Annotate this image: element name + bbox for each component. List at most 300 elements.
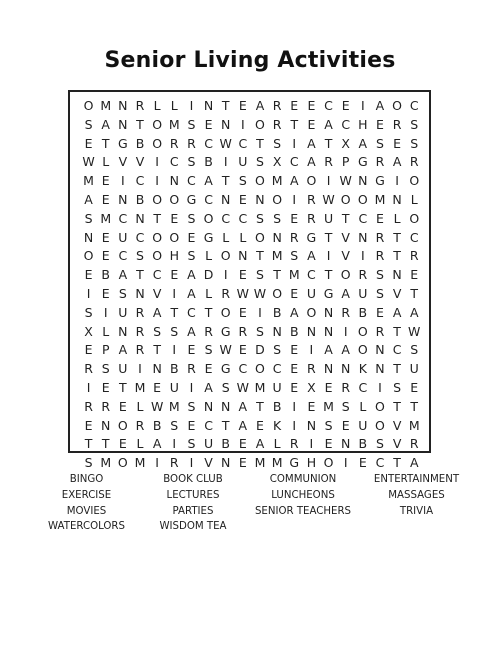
grid-letter[interactable]: E: [101, 191, 110, 207]
grid-letter[interactable]: R: [272, 98, 282, 113]
grid-letter[interactable]: T: [324, 229, 333, 245]
grid-letter[interactable]: O: [323, 455, 334, 471]
grid-letter[interactable]: C: [118, 210, 128, 226]
grid-letter[interactable]: C: [358, 379, 368, 395]
grid-letter[interactable]: E: [187, 229, 196, 245]
grid-letter[interactable]: M: [271, 173, 283, 189]
grid-letter[interactable]: E: [187, 417, 196, 433]
grid-letter[interactable]: M: [100, 98, 112, 113]
grid-letter[interactable]: G: [375, 173, 385, 189]
grid-letter[interactable]: I: [309, 342, 314, 358]
grid-letter[interactable]: I: [360, 248, 365, 264]
grid-letter[interactable]: B: [135, 135, 145, 151]
grid-letter[interactable]: R: [307, 210, 316, 226]
grid-letter[interactable]: I: [240, 116, 245, 132]
grid-letter[interactable]: O: [152, 116, 163, 132]
grid-letter[interactable]: N: [392, 191, 402, 207]
grid-letter[interactable]: S: [324, 417, 333, 433]
grid-letter[interactable]: S: [221, 379, 230, 395]
grid-letter[interactable]: T: [410, 285, 419, 301]
grid-letter[interactable]: E: [170, 267, 179, 283]
grid-letter[interactable]: T: [136, 267, 144, 283]
grid-letter[interactable]: E: [324, 379, 333, 395]
grid-letter[interactable]: N: [238, 248, 248, 264]
grid-letter[interactable]: G: [220, 323, 231, 339]
grid-letter[interactable]: O: [255, 173, 265, 189]
grid-letter[interactable]: E: [84, 342, 93, 358]
grid-letter[interactable]: X: [84, 323, 93, 339]
grid-letter[interactable]: N: [341, 436, 351, 452]
grid-letter[interactable]: O: [272, 191, 283, 207]
grid-letter[interactable]: I: [155, 455, 159, 471]
grid-letter[interactable]: O: [357, 342, 368, 358]
grid-letter[interactable]: A: [289, 304, 299, 320]
grid-letter[interactable]: N: [221, 116, 231, 132]
grid-letter[interactable]: N: [101, 417, 111, 433]
grid-letter[interactable]: S: [256, 210, 264, 226]
grid-letter[interactable]: R: [135, 342, 145, 358]
grid-letter[interactable]: N: [358, 173, 368, 189]
grid-letter[interactable]: A: [358, 135, 368, 151]
grid-letter[interactable]: H: [358, 116, 368, 132]
grid-letter[interactable]: V: [204, 455, 213, 471]
grid-letter[interactable]: S: [341, 398, 350, 414]
grid-letter[interactable]: S: [256, 323, 264, 339]
grid-letter[interactable]: N: [392, 267, 402, 283]
grid-letter[interactable]: N: [358, 229, 368, 245]
grid-letter[interactable]: W: [82, 154, 95, 170]
grid-letter[interactable]: A: [204, 173, 213, 189]
grid-letter[interactable]: R: [187, 135, 196, 151]
grid-letter[interactable]: V: [152, 285, 162, 301]
grid-letter[interactable]: M: [168, 398, 180, 414]
grid-letter[interactable]: E: [290, 361, 299, 377]
grid-letter[interactable]: A: [392, 304, 402, 320]
grid-letter[interactable]: R: [221, 285, 231, 301]
grid-letter[interactable]: A: [152, 436, 162, 452]
grid-letter[interactable]: S: [273, 210, 282, 226]
grid-letter[interactable]: N: [118, 98, 128, 113]
grid-letter[interactable]: N: [306, 417, 317, 433]
grid-letter[interactable]: O: [375, 417, 385, 433]
grid-letter[interactable]: A: [101, 116, 110, 132]
grid-letter[interactable]: E: [101, 285, 110, 301]
grid-letter[interactable]: N: [272, 323, 282, 339]
letter-grid[interactable]: [80, 97, 423, 473]
grid-letter[interactable]: I: [172, 285, 177, 301]
grid-letter[interactable]: E: [376, 210, 384, 226]
grid-letter[interactable]: O: [255, 361, 265, 377]
grid-letter[interactable]: I: [223, 267, 228, 283]
grid-letter[interactable]: E: [238, 455, 247, 471]
grid-letter[interactable]: S: [290, 248, 299, 264]
grid-letter[interactable]: M: [323, 398, 334, 414]
grid-letter[interactable]: C: [272, 361, 282, 377]
grid-letter[interactable]: S: [273, 342, 282, 358]
grid-letter[interactable]: N: [118, 323, 128, 339]
grid-letter[interactable]: W: [322, 191, 335, 207]
grid-letter[interactable]: E: [256, 417, 264, 433]
grid-letter[interactable]: N: [135, 210, 145, 226]
grid-letter[interactable]: I: [172, 436, 177, 452]
grid-letter[interactable]: E: [118, 436, 127, 452]
grid-letter[interactable]: E: [238, 304, 247, 320]
grid-letter[interactable]: E: [358, 455, 367, 471]
grid-letter[interactable]: L: [136, 398, 144, 414]
grid-letter[interactable]: C: [238, 210, 248, 226]
grid-letter[interactable]: N: [375, 361, 385, 377]
grid-letter[interactable]: N: [306, 323, 317, 339]
grid-letter[interactable]: T: [393, 248, 401, 264]
grid-letter[interactable]: B: [358, 304, 368, 320]
grid-letter[interactable]: L: [205, 248, 213, 264]
grid-letter[interactable]: R: [238, 323, 248, 339]
grid-letter[interactable]: R: [358, 267, 368, 283]
grid-letter[interactable]: D: [203, 267, 214, 283]
grid-letter[interactable]: C: [392, 342, 402, 358]
grid-letter[interactable]: U: [409, 361, 419, 377]
grid-letter[interactable]: O: [169, 229, 180, 245]
grid-letter[interactable]: I: [223, 154, 228, 170]
grid-letter[interactable]: M: [168, 116, 180, 132]
grid-letter[interactable]: W: [253, 285, 267, 301]
grid-letter[interactable]: O: [272, 285, 283, 301]
grid-letter[interactable]: B: [289, 323, 299, 339]
grid-letter[interactable]: V: [392, 417, 402, 433]
grid-letter[interactable]: R: [307, 361, 316, 377]
grid-letter[interactable]: T: [221, 417, 230, 433]
grid-letter[interactable]: I: [189, 98, 194, 113]
grid-letter[interactable]: R: [135, 323, 145, 339]
grid-letter[interactable]: O: [409, 210, 420, 226]
grid-letter[interactable]: C: [221, 210, 231, 226]
grid-letter[interactable]: O: [255, 116, 265, 132]
grid-letter[interactable]: S: [136, 248, 144, 264]
grid-letter[interactable]: I: [103, 304, 108, 320]
grid-letter[interactable]: R: [289, 229, 299, 245]
grid-letter[interactable]: S: [170, 417, 179, 433]
grid-letter[interactable]: N: [203, 398, 214, 414]
grid-letter[interactable]: I: [189, 379, 194, 395]
grid-letter[interactable]: U: [238, 154, 248, 170]
grid-letter[interactable]: I: [292, 417, 297, 433]
grid-letter[interactable]: V: [392, 285, 402, 301]
grid-letter[interactable]: T: [290, 116, 299, 132]
grid-letter[interactable]: W: [408, 323, 421, 339]
grid-letter[interactable]: E: [238, 342, 247, 358]
grid-letter[interactable]: M: [100, 210, 112, 226]
grid-letter[interactable]: I: [292, 135, 297, 151]
grid-letter[interactable]: O: [152, 248, 163, 264]
grid-letter[interactable]: G: [220, 361, 231, 377]
grid-letter[interactable]: S: [187, 116, 196, 132]
grid-letter[interactable]: S: [187, 154, 196, 170]
grid-letter[interactable]: R: [187, 361, 196, 377]
grid-letter[interactable]: T: [256, 135, 264, 151]
grid-letter[interactable]: C: [187, 173, 196, 189]
grid-letter[interactable]: O: [340, 267, 351, 283]
grid-letter[interactable]: R: [169, 135, 179, 151]
grid-letter[interactable]: R: [135, 417, 145, 433]
grid-letter[interactable]: E: [307, 116, 316, 132]
grid-letter[interactable]: E: [290, 379, 299, 395]
grid-letter[interactable]: I: [86, 379, 91, 395]
grid-letter[interactable]: E: [238, 436, 247, 452]
grid-letter[interactable]: E: [204, 116, 213, 132]
grid-letter[interactable]: R: [375, 248, 385, 264]
grid-letter[interactable]: L: [102, 323, 110, 339]
grid-letter[interactable]: S: [393, 379, 402, 395]
grid-letter[interactable]: R: [409, 436, 419, 452]
grid-letter[interactable]: I: [86, 285, 91, 301]
grid-letter[interactable]: S: [170, 323, 179, 339]
grid-letter[interactable]: C: [409, 229, 419, 245]
grid-letter[interactable]: W: [236, 285, 250, 301]
grid-letter[interactable]: I: [309, 436, 314, 452]
grid-letter[interactable]: M: [254, 379, 266, 395]
grid-letter[interactable]: C: [238, 361, 248, 377]
grid-letter[interactable]: S: [410, 116, 419, 132]
grid-letter[interactable]: M: [254, 455, 266, 471]
grid-letter[interactable]: E: [84, 267, 93, 283]
grid-letter[interactable]: O: [203, 210, 214, 226]
grid-letter[interactable]: C: [341, 116, 351, 132]
grid-letter[interactable]: C: [307, 267, 316, 283]
grid-letter[interactable]: T: [324, 267, 333, 283]
grid-letter[interactable]: S: [273, 135, 282, 151]
grid-letter[interactable]: O: [117, 417, 128, 433]
grid-letter[interactable]: N: [272, 229, 282, 245]
grid-letter[interactable]: G: [289, 455, 300, 471]
grid-letter[interactable]: E: [376, 304, 384, 320]
grid-letter[interactable]: E: [187, 342, 196, 358]
grid-letter[interactable]: N: [221, 455, 231, 471]
grid-letter[interactable]: S: [238, 173, 247, 189]
grid-letter[interactable]: N: [203, 98, 214, 113]
grid-letter[interactable]: I: [378, 379, 382, 395]
grid-letter[interactable]: E: [307, 98, 316, 113]
grid-letter[interactable]: C: [204, 135, 213, 151]
grid-letter[interactable]: M: [134, 455, 146, 471]
grid-letter[interactable]: S: [256, 267, 264, 283]
grid-letter[interactable]: S: [410, 135, 419, 151]
grid-letter[interactable]: R: [135, 304, 145, 320]
grid-letter[interactable]: N: [341, 361, 351, 377]
grid-letter[interactable]: U: [203, 436, 214, 452]
grid-letter[interactable]: I: [292, 191, 297, 207]
grid-letter[interactable]: S: [153, 323, 162, 339]
grid-letter[interactable]: N: [323, 323, 334, 339]
grid-letter[interactable]: A: [187, 323, 196, 339]
grid-letter[interactable]: S: [204, 342, 213, 358]
grid-letter[interactable]: E: [341, 98, 350, 113]
grid-letter[interactable]: U: [169, 379, 179, 395]
grid-letter[interactable]: A: [324, 342, 333, 358]
grid-letter[interactable]: O: [83, 98, 94, 113]
grid-letter[interactable]: E: [101, 248, 110, 264]
grid-letter[interactable]: C: [238, 135, 248, 151]
grid-letter[interactable]: R: [272, 116, 282, 132]
grid-letter[interactable]: L: [410, 191, 418, 207]
grid-letter[interactable]: E: [341, 417, 350, 433]
grid-letter[interactable]: A: [409, 304, 419, 320]
grid-letter[interactable]: R: [84, 398, 93, 414]
grid-letter[interactable]: N: [118, 191, 128, 207]
grid-letter[interactable]: I: [292, 398, 297, 414]
grid-letter[interactable]: A: [324, 116, 333, 132]
grid-letter[interactable]: R: [169, 455, 179, 471]
grid-letter[interactable]: T: [393, 229, 401, 245]
grid-letter[interactable]: E: [170, 210, 179, 226]
grid-letter[interactable]: E: [101, 173, 110, 189]
grid-letter[interactable]: U: [272, 379, 282, 395]
grid-letter[interactable]: T: [221, 98, 230, 113]
grid-letter[interactable]: I: [258, 304, 262, 320]
grid-letter[interactable]: I: [326, 248, 331, 264]
grid-letter[interactable]: N: [323, 361, 334, 377]
grid-letter[interactable]: U: [358, 285, 368, 301]
grid-letter[interactable]: T: [153, 342, 161, 358]
grid-letter[interactable]: M: [271, 248, 283, 264]
grid-letter[interactable]: E: [324, 436, 333, 452]
grid-letter[interactable]: C: [358, 210, 368, 226]
grid-letter[interactable]: S: [84, 455, 93, 471]
grid-letter[interactable]: E: [238, 191, 247, 207]
grid-letter[interactable]: T: [393, 323, 401, 339]
grid-letter[interactable]: I: [326, 173, 331, 189]
grid-letter[interactable]: S: [101, 361, 110, 377]
grid-letter[interactable]: R: [375, 154, 385, 170]
grid-letter[interactable]: A: [152, 304, 162, 320]
grid-letter[interactable]: T: [101, 436, 110, 452]
grid-letter[interactable]: M: [83, 173, 94, 189]
grid-letter[interactable]: O: [220, 248, 231, 264]
grid-letter[interactable]: B: [272, 398, 282, 414]
grid-letter[interactable]: A: [307, 135, 316, 151]
grid-letter[interactable]: A: [238, 417, 248, 433]
grid-letter[interactable]: G: [306, 229, 317, 245]
grid-letter[interactable]: C: [289, 154, 299, 170]
grid-letter[interactable]: C: [135, 229, 145, 245]
grid-letter[interactable]: E: [84, 417, 93, 433]
grid-letter[interactable]: S: [84, 116, 93, 132]
grid-letter[interactable]: C: [187, 304, 196, 320]
grid-letter[interactable]: S: [84, 304, 93, 320]
grid-letter[interactable]: E: [410, 379, 419, 395]
grid-letter[interactable]: O: [152, 191, 163, 207]
grid-letter[interactable]: T: [221, 173, 230, 189]
grid-letter[interactable]: O: [392, 98, 403, 113]
grid-letter[interactable]: C: [409, 98, 419, 113]
grid-letter[interactable]: I: [138, 361, 142, 377]
grid-letter[interactable]: S: [187, 210, 196, 226]
grid-letter[interactable]: V: [135, 154, 145, 170]
grid-letter[interactable]: E: [290, 210, 299, 226]
grid-letter[interactable]: O: [152, 229, 163, 245]
grid-letter[interactable]: L: [153, 98, 161, 113]
grid-letter[interactable]: M: [288, 267, 300, 283]
grid-letter[interactable]: L: [102, 154, 110, 170]
grid-letter[interactable]: T: [393, 398, 401, 414]
grid-letter[interactable]: N: [323, 304, 334, 320]
grid-letter[interactable]: C: [324, 98, 333, 113]
grid-letter[interactable]: E: [101, 379, 110, 395]
grid-letter[interactable]: N: [221, 191, 231, 207]
grid-letter[interactable]: X: [272, 154, 282, 170]
grid-letter[interactable]: O: [357, 323, 368, 339]
grid-letter[interactable]: O: [375, 398, 385, 414]
grid-letter[interactable]: V: [341, 229, 350, 245]
grid-letter[interactable]: T: [119, 379, 127, 395]
grid-letter[interactable]: S: [187, 248, 196, 264]
grid-letter[interactable]: O: [117, 455, 128, 471]
grid-letter[interactable]: C: [375, 455, 385, 471]
grid-letter[interactable]: A: [255, 98, 265, 113]
grid-letter[interactable]: B: [272, 304, 282, 320]
grid-letter[interactable]: E: [238, 267, 247, 283]
grid-letter[interactable]: O: [306, 304, 317, 320]
grid-letter[interactable]: S: [256, 154, 264, 170]
grid-letter[interactable]: L: [222, 229, 230, 245]
grid-letter[interactable]: T: [153, 210, 161, 226]
grid-letter[interactable]: L: [136, 436, 144, 452]
grid-letter[interactable]: A: [187, 267, 196, 283]
grid-letter[interactable]: R: [135, 98, 145, 113]
grid-letter[interactable]: I: [395, 173, 399, 189]
grid-letter[interactable]: V: [341, 248, 350, 264]
grid-letter[interactable]: A: [118, 267, 128, 283]
grid-letter[interactable]: U: [323, 210, 334, 226]
grid-letter[interactable]: A: [375, 98, 385, 113]
grid-letter[interactable]: G: [323, 285, 334, 301]
grid-letter[interactable]: T: [170, 304, 179, 320]
grid-letter[interactable]: E: [290, 98, 299, 113]
grid-letter[interactable]: B: [204, 154, 213, 170]
grid-letter[interactable]: S: [375, 436, 384, 452]
grid-letter[interactable]: L: [393, 210, 401, 226]
grid-letter[interactable]: T: [204, 304, 213, 320]
grid-letter[interactable]: E: [118, 398, 127, 414]
grid-letter[interactable]: A: [255, 436, 265, 452]
grid-letter[interactable]: L: [359, 398, 367, 414]
grid-letter[interactable]: I: [189, 455, 194, 471]
grid-letter[interactable]: I: [343, 323, 348, 339]
grid-letter[interactable]: S: [187, 436, 196, 452]
grid-letter[interactable]: W: [150, 398, 164, 414]
grid-letter[interactable]: A: [84, 191, 93, 207]
grid-letter[interactable]: G: [118, 135, 128, 151]
grid-letter[interactable]: C: [204, 417, 213, 433]
grid-letter[interactable]: T: [341, 210, 350, 226]
grid-letter[interactable]: C: [204, 191, 213, 207]
grid-letter[interactable]: B: [152, 417, 162, 433]
grid-letter[interactable]: W: [339, 173, 352, 189]
grid-letter[interactable]: I: [172, 342, 177, 358]
grid-letter[interactable]: L: [170, 98, 178, 113]
grid-letter[interactable]: G: [186, 191, 197, 207]
grid-letter[interactable]: I: [343, 455, 348, 471]
grid-letter[interactable]: O: [83, 248, 94, 264]
grid-letter[interactable]: S: [375, 285, 384, 301]
grid-letter[interactable]: T: [101, 135, 110, 151]
grid-letter[interactable]: K: [273, 417, 282, 433]
grid-letter[interactable]: U: [118, 304, 128, 320]
grid-letter[interactable]: U: [118, 361, 128, 377]
grid-letter[interactable]: M: [134, 379, 146, 395]
grid-letter[interactable]: C: [118, 248, 128, 264]
grid-letter[interactable]: I: [155, 154, 159, 170]
grid-letter[interactable]: U: [118, 229, 128, 245]
